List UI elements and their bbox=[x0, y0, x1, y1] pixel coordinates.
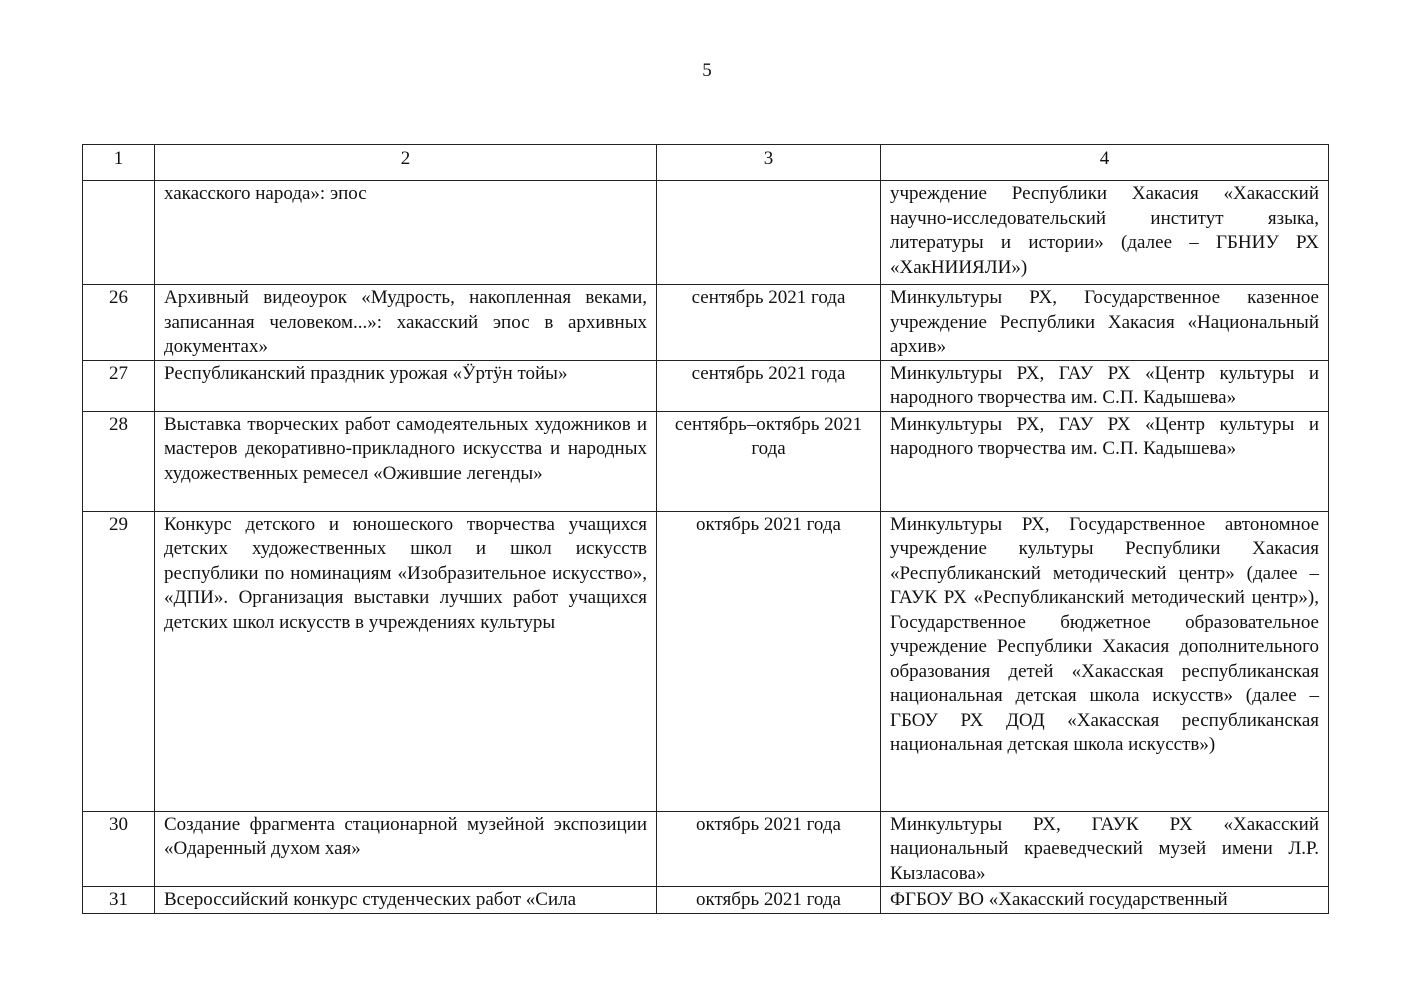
row-date: октябрь 2021 года bbox=[657, 511, 881, 811]
column-header-date: 3 bbox=[657, 145, 881, 181]
table-header-row bbox=[83, 145, 1329, 181]
row-responsible: Минкультуры РХ, Государственное казенное учреждение Республики Хакасия «Национальный архив» bbox=[881, 285, 1329, 361]
row-number: 26 bbox=[83, 285, 155, 361]
row-responsible: Минкультуры РХ, ГАУ РХ «Центр культуры и народного творчества им. С.П. Кадышева» bbox=[881, 411, 1329, 511]
row-date: октябрь 2021 года bbox=[657, 887, 881, 914]
table-row bbox=[83, 360, 1329, 411]
row-number: 30 bbox=[83, 811, 155, 887]
page-number: 5 bbox=[702, 60, 712, 81]
column-header-responsible: 4 bbox=[881, 145, 1329, 181]
row-date: сентябрь 2021 года bbox=[657, 285, 881, 361]
row-event: Конкурс детского и юношеского творчества учащихся детских художественных школ и школ искусств республики по номинациям «Изобразительное искусство», «ДПИ». Организация выставки лучших работ учащихся детских школ искусств в учреждениях культуры bbox=[155, 511, 657, 811]
row-event: Выставка творческих работ самодеятельных художников и мастеров декоративно-прикладного искусства и народных художественных ремесел «Ожившие легенды» bbox=[155, 411, 657, 511]
column-header-number: 1 bbox=[83, 145, 155, 181]
row-event: Республиканский праздник урожая «Ӱртӱн тойы» bbox=[155, 360, 657, 411]
row-number: 28 bbox=[83, 411, 155, 511]
row-date: сентябрь 2021 года bbox=[657, 360, 881, 411]
row-responsible: Минкультуры РХ, Государственное автономное учреждение культуры Республики Хакасия «Республиканский методический центр» (далее – ГАУК РХ «Республиканский методический центр»), Государственное бюджетное образовательное учреждение Республики Хакасия дополнительного образования детей «Хакасская республиканская национальная детская школа искусств» (далее – ГБОУ РХ ДОД «Хакасская республиканская национальная детская школа искусств») bbox=[881, 511, 1329, 811]
table-row bbox=[83, 887, 1329, 914]
row-number: 31 bbox=[83, 887, 155, 914]
row-responsible: Минкультуры РХ, ГАУК РХ «Хакасский национальный краеведческий музей имени Л.Р. Кызласова» bbox=[881, 811, 1329, 887]
row-date: октябрь 2021 года bbox=[657, 811, 881, 887]
row-event: хакасского народа»: эпос bbox=[155, 181, 657, 285]
row-event: Всероссийский конкурс студенческих работ «Сила bbox=[155, 887, 657, 914]
events-table bbox=[82, 144, 1329, 914]
row-event: Архивный видеоурок «Мудрость, накопленная веками, записанная человеком...»: хакасский эпос в архивных документах» bbox=[155, 285, 657, 361]
row-responsible: Минкультуры РХ, ГАУ РХ «Центр культуры и народного творчества им. С.П. Кадышева» bbox=[881, 360, 1329, 411]
row-number bbox=[83, 181, 155, 285]
table-row bbox=[83, 511, 1329, 811]
row-number: 29 bbox=[83, 511, 155, 811]
table-row bbox=[83, 285, 1329, 361]
table-row bbox=[83, 411, 1329, 511]
row-date bbox=[657, 181, 881, 285]
table-row bbox=[83, 811, 1329, 887]
table-row bbox=[83, 181, 1329, 285]
row-date: сентябрь–октябрь 2021 года bbox=[657, 411, 881, 511]
row-number: 27 bbox=[83, 360, 155, 411]
row-responsible: учреждение Республики Хакасия «Хакасский научно-исследовательский институт языка, литературы и истории» (далее – ГБНИУ РХ «ХакНИИЯЛИ») bbox=[881, 181, 1329, 285]
row-event: Создание фрагмента стационарной музейной экспозиции «Одаренный духом хая» bbox=[155, 811, 657, 887]
column-header-event: 2 bbox=[155, 145, 657, 181]
row-responsible: ФГБОУ ВО «Хакасский государственный bbox=[881, 887, 1329, 914]
